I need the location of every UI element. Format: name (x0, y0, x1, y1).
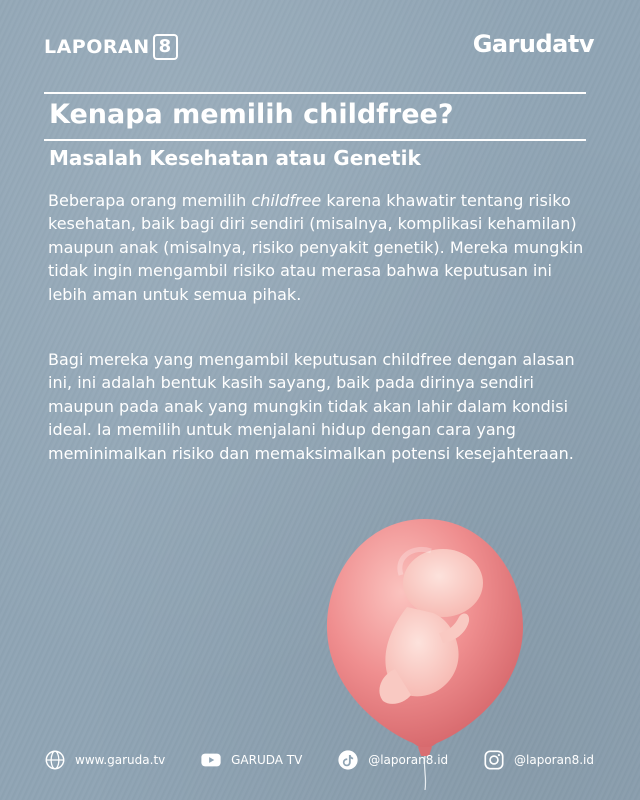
body-paragraph-2: Bagi mereka yang mengambil keputusan childfree dengan alasan ini, ini adalah bentuk kasih sayang, baik pada dirinya sendiri maupun pada anak yang mungkin tidak akan lahir dalam kondisi ideal. Ia memilih untuk menjalani hidup dengan cara yang meminimalkan risiko dan memaksimalkan potensi kesejahteraan. (48, 350, 575, 463)
footer (44, 748, 594, 772)
footer-youtube[interactable] (200, 749, 302, 771)
headline-top-rule (44, 92, 586, 94)
footer-website[interactable] (44, 749, 165, 771)
laporan8-logo-word: LAPORAN (44, 36, 150, 58)
body-paragraph-1 (48, 189, 596, 306)
youtube-icon (200, 749, 222, 771)
garudatv-logo: Garudatv (472, 30, 594, 58)
headline-bottom-rule (44, 139, 586, 141)
p1-text-start: Beberapa orang memilih (48, 191, 252, 210)
footer-website-label: www.garuda.tv (75, 753, 166, 767)
footer-youtube-label: GARUDA TV (231, 753, 303, 767)
footer-tiktok-label: @laporan8.id (368, 753, 449, 767)
subheadline: Masalah Kesehatan atau Genetik (49, 146, 421, 170)
footer-instagram[interactable] (483, 749, 594, 771)
headline: Kenapa memilih childfree? (49, 99, 454, 130)
p1-text-end: karena khawatir tentang risiko kesehatan, baik bagi diri sendiri (misalnya, komplikasi kehamilan) maupun anak (misalnya, risiko penyakit genetik). Mereka mungkin tidak ingin mengambil risiko atau merasa bahwa keputusan ini lebih aman untuk semua pihak. (48, 191, 584, 304)
laporan8-logo (44, 33, 178, 61)
footer-instagram-label: @laporan8.id (514, 753, 594, 767)
instagram-icon (483, 749, 505, 771)
laporan8-logo-number: 8 (153, 34, 178, 60)
p1-emphasis: childfree (251, 191, 322, 210)
tiktok-icon (337, 749, 359, 771)
footer-tiktok[interactable] (337, 749, 448, 771)
globe-icon (44, 749, 66, 771)
